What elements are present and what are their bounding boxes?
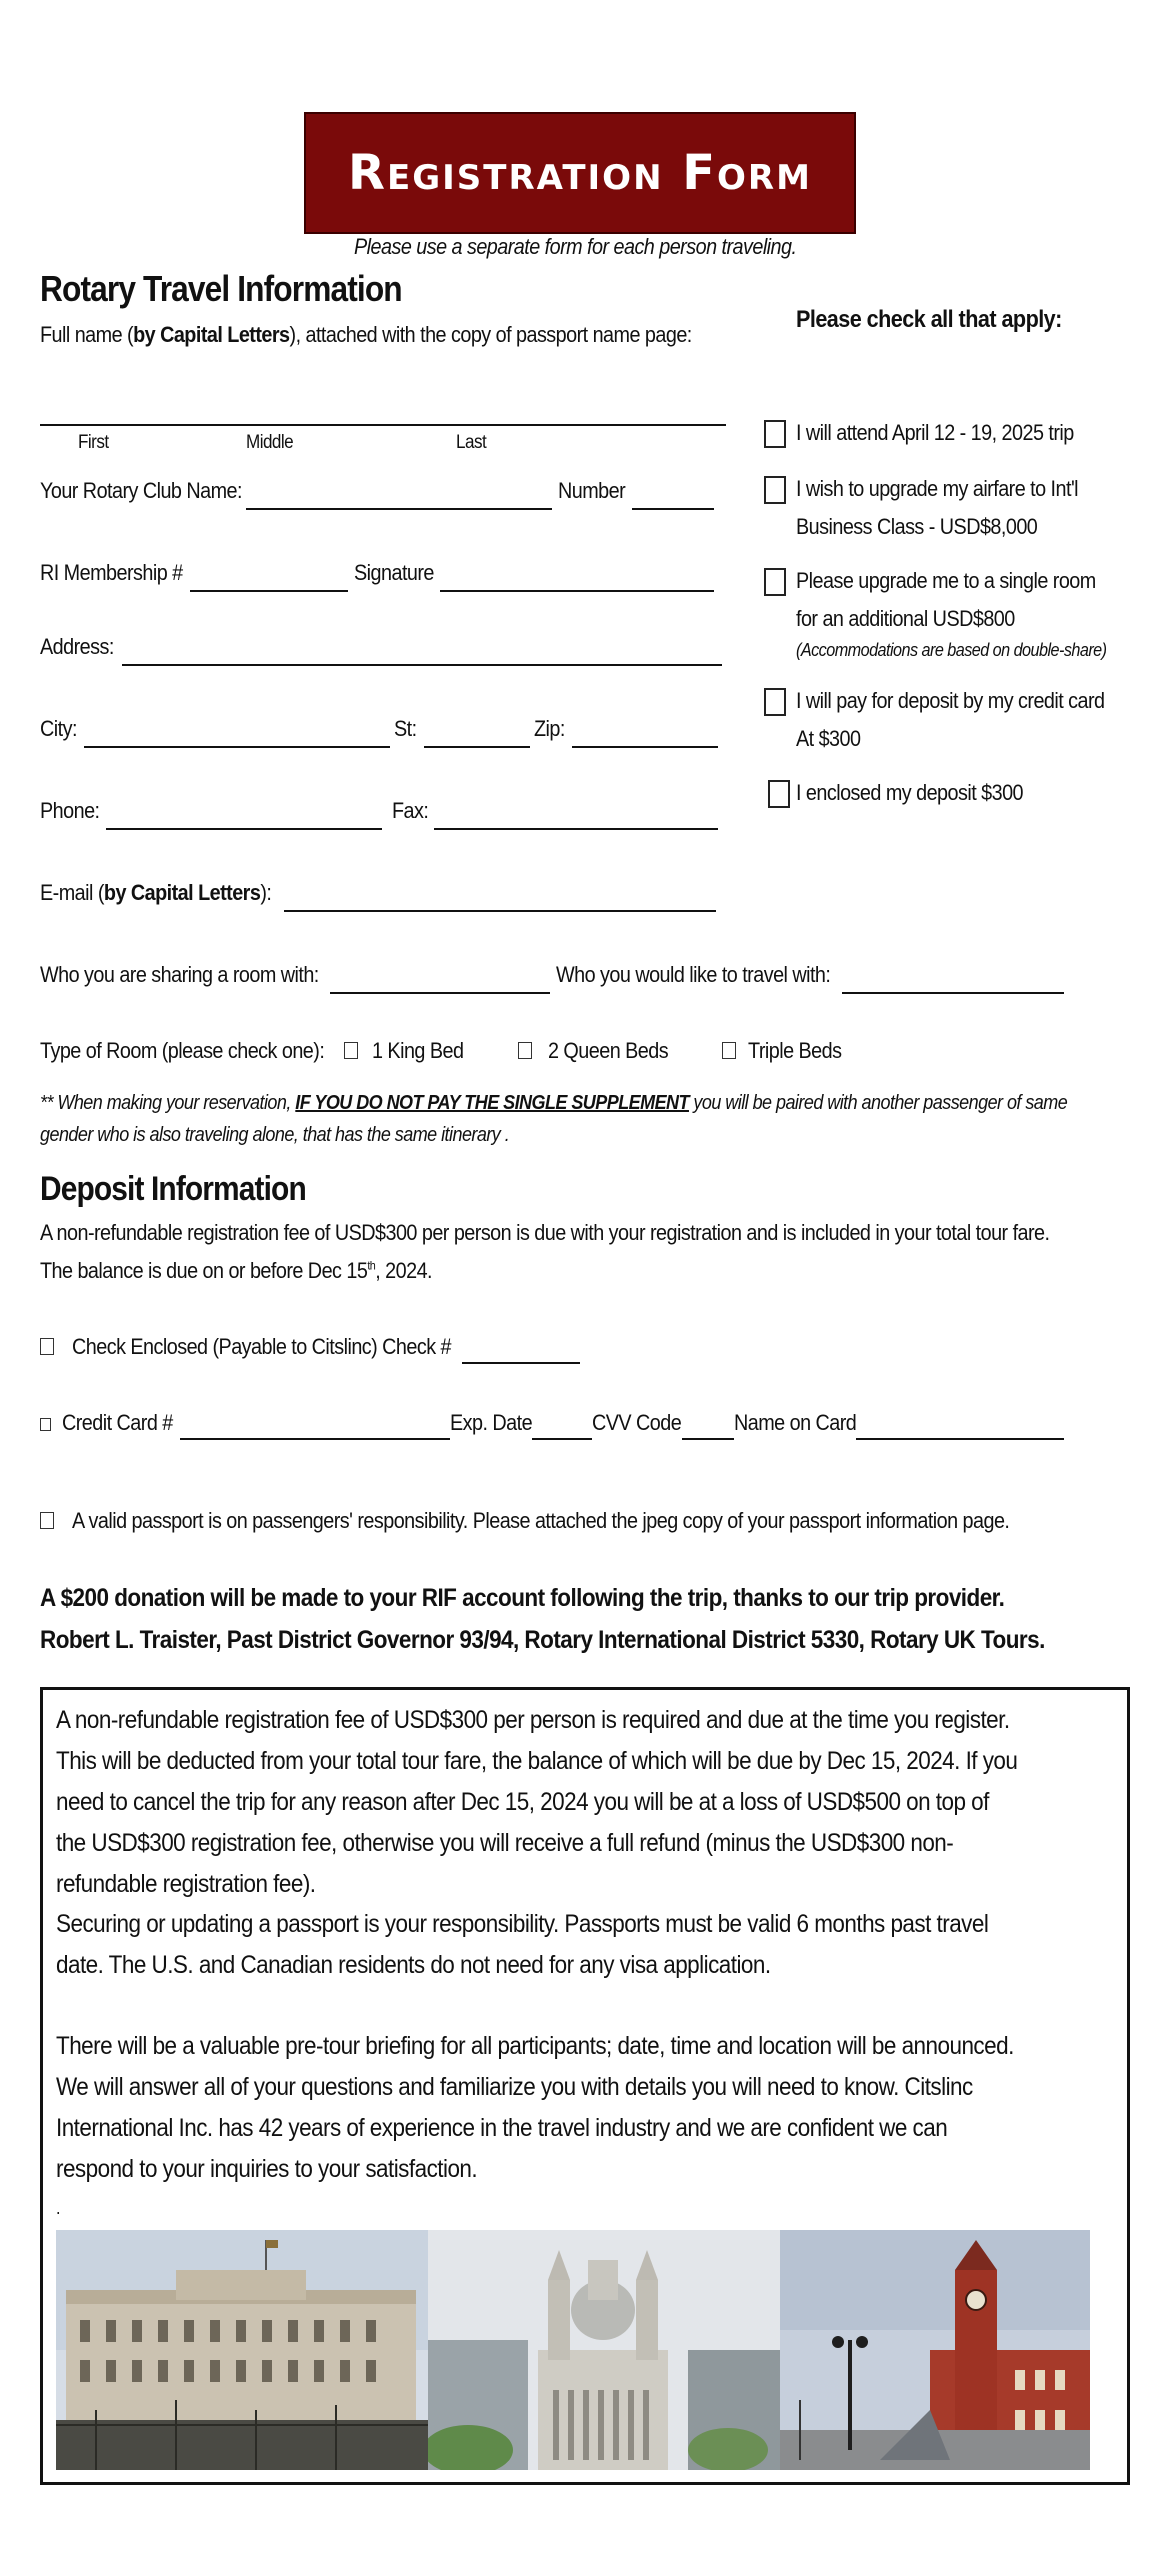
cvv-field[interactable] <box>682 1438 734 1440</box>
terms-cancellation-paragraph: A non-refundable registration fee of USD$300 per person is required and due at the time you register. This will be deducted from your total tour fare, the balance of which will be due by Dec 15, 2024. If you need to cancel the trip for any reason after Dec 15, 2024 you will be at a loss of USD$500 on top of the USD$300 registration fee, otherwise you will receive a full refund (minus the USD$300 non-refundable registration fee). <box>56 1706 1018 1898</box>
credit-card-label: Credit Card # <box>62 1410 173 1435</box>
phone-label: Phone: <box>40 798 100 823</box>
club-number-field[interactable] <box>632 508 714 510</box>
sharing-room-label: Who you are sharing a room with: <box>40 962 319 987</box>
zip-field[interactable] <box>572 746 718 748</box>
single-room-checkbox[interactable] <box>764 568 786 596</box>
terms-briefing-paragraph: There will be a valuable pre-tour briefing for all participants; date, time and location will be announced. We will answer all of your questions and familiarize you with details you will need to know. Citslinc International Inc. has 42 years of experience in the travel industry and we are confident we can respond to your inquiries to your satisfaction. <box>56 2032 1014 2183</box>
single-supplement-note: ** When making your reservation, IF YOU DO NOT PAY THE SINGLE SUPPLEMENT you will be paired with another passenger of same <box>40 1092 1068 1114</box>
city-label: City: <box>40 716 77 741</box>
address-field[interactable] <box>122 664 722 666</box>
first-name-caption: First <box>78 432 109 453</box>
room-queen-label: 2 Queen Beds <box>548 1038 669 1063</box>
upgrade-airfare-label: I wish to upgrade my airfare to Int'l <box>796 476 1079 501</box>
name-on-card-label: Name on Card <box>734 1410 857 1435</box>
phone-field[interactable] <box>106 828 382 830</box>
buckingham-palace-photo <box>56 2230 428 2470</box>
zip-label: Zip: <box>534 716 565 741</box>
club-name-field[interactable] <box>246 508 552 510</box>
fullname-instruction: Full name (by Capital Letters), attached with the copy of passport name page: <box>40 322 692 347</box>
upgrade-airfare-price: Business Class - USD$8,000 <box>796 514 1038 539</box>
club-number-label: Number <box>558 478 626 503</box>
city-field[interactable] <box>84 746 390 748</box>
fullname-field[interactable] <box>40 424 726 426</box>
attend-trip-label: I will attend April 12 - 19, 2025 trip <box>796 420 1074 445</box>
travel-with-label: Who you would like to travel with: <box>556 962 831 987</box>
fax-label: Fax: <box>392 798 429 823</box>
middle-name-caption: Middle <box>246 432 294 453</box>
sharing-room-field[interactable] <box>330 992 550 994</box>
passport-label: A valid passport is on passengers' responsibility. Please attached the jpeg copy of your passport information page. <box>72 1508 1010 1533</box>
terms-passport-paragraph: Securing or updating a passport is your responsibility. Passports must be valid 6 months past travel date. The U.S. and Canadian residents do not need for any visa application. <box>56 1910 989 1979</box>
balance-due-line: The balance is due on or before Dec 15th, 2024. <box>40 1258 433 1283</box>
cvv-label: CVV Code <box>592 1410 682 1435</box>
passport-checkbox[interactable] <box>40 1512 54 1529</box>
name-on-card-field[interactable] <box>856 1438 1064 1440</box>
checklist-heading: Please check all that apply: <box>796 306 1062 333</box>
membership-field[interactable] <box>190 590 348 592</box>
pierhead-building-photo <box>780 2230 1090 2470</box>
signature-label: Signature <box>354 560 434 585</box>
enclosed-deposit-label: I enclosed my deposit $300 <box>796 780 1024 805</box>
credit-deposit-amount: At $300 <box>796 726 861 751</box>
donation-line1: A $200 donation will be made to your RIF account following the trip, thanks to our trip provider. <box>40 1584 1005 1612</box>
deposit-heading: Deposit Information <box>40 1170 306 1208</box>
travel-info-heading: Rotary Travel Information <box>40 268 402 309</box>
form-title-banner <box>304 112 856 234</box>
form-title: Registration Form <box>348 145 812 201</box>
terms-trailing-dot: . <box>56 2198 60 2218</box>
state-label: St: <box>394 716 417 741</box>
accommodation-note: (Accommodations are based on double-share) <box>796 640 1107 660</box>
single-room-price: for an additional USD$800 <box>796 606 1015 631</box>
exp-date-field[interactable] <box>532 1438 592 1440</box>
attend-trip-checkbox[interactable] <box>764 420 786 448</box>
donation-line2: Robert L. Traister, Past District Governor 93/94, Rotary International District 5330, Rotary UK Tours. <box>40 1626 1045 1654</box>
single-supplement-note-line2: gender who is also traveling alone, that has the same itinerary . <box>40 1124 510 1146</box>
check-enclosed-label: Check Enclosed (Payable to Citslinc) Check # <box>72 1334 452 1359</box>
room-queen-checkbox[interactable] <box>518 1042 532 1059</box>
single-room-label: Please upgrade me to a single room <box>796 568 1096 593</box>
email-label: E-mail (by Capital Letters): <box>40 880 272 905</box>
credit-deposit-label: I will pay for deposit by my credit card <box>796 688 1105 713</box>
email-field[interactable] <box>284 910 716 912</box>
address-label: Address: <box>40 634 114 659</box>
credit-card-checkbox[interactable] <box>40 1418 51 1431</box>
exp-date-label: Exp. Date <box>450 1410 533 1435</box>
check-enclosed-checkbox[interactable] <box>40 1338 54 1355</box>
state-field[interactable] <box>424 746 530 748</box>
last-name-caption: Last <box>456 432 487 453</box>
travel-with-field[interactable] <box>842 992 1064 994</box>
room-king-label: 1 King Bed <box>372 1038 464 1063</box>
credit-card-field[interactable] <box>180 1438 450 1440</box>
credit-deposit-checkbox[interactable] <box>764 688 786 716</box>
fax-field[interactable] <box>434 828 718 830</box>
enclosed-deposit-checkbox[interactable] <box>768 780 790 808</box>
upgrade-airfare-checkbox[interactable] <box>764 476 786 504</box>
membership-label: RI Membership # <box>40 560 183 585</box>
signature-field[interactable] <box>440 590 714 592</box>
st-pauls-cathedral-photo <box>428 2230 780 2470</box>
deposit-fee-line: A non-refundable registration fee of USD$300 per person is due with your registration and is included in your total tour fare. <box>40 1220 1050 1245</box>
room-triple-checkbox[interactable] <box>722 1042 736 1059</box>
form-subtitle: Please use a separate form for each person traveling. <box>354 234 797 259</box>
room-triple-label: Triple Beds <box>748 1038 842 1063</box>
room-king-checkbox[interactable] <box>344 1042 358 1059</box>
room-type-label: Type of Room (please check one): <box>40 1038 325 1063</box>
club-name-label: Your Rotary Club Name: <box>40 478 242 503</box>
check-number-field[interactable] <box>462 1362 580 1364</box>
